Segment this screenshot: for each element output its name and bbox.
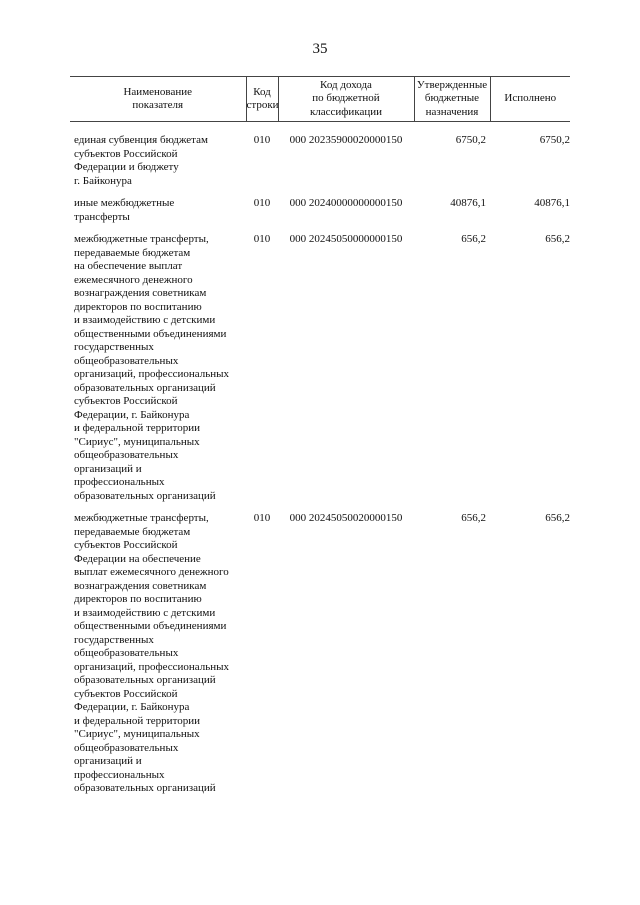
indicator-name-line: трансферты <box>74 210 130 223</box>
indicator-name-line: межбюджетные трансферты, <box>74 233 209 245</box>
header-row-code: Код строки <box>246 77 278 122</box>
executed-amount-cell: 656,2 <box>545 233 570 245</box>
indicator-name-line: образовательных организаций <box>74 782 216 794</box>
indicator-name-line: вознаграждения советникам <box>74 287 207 299</box>
indicator-name-line: общеобразовательных <box>74 741 179 754</box>
row-code-cell: 010 <box>253 134 271 146</box>
indicator-name-line: субъектов Российской <box>74 687 178 700</box>
indicator-name-line: профессиональных <box>74 768 165 781</box>
indicator-name-line: Федерации, г. Байконура <box>74 701 190 713</box>
indicator-name-line: Федерации и бюджету <box>74 161 179 173</box>
indicator-name-line: образовательных организаций <box>74 381 216 394</box>
indicator-name-line: общеобразовательных <box>74 647 179 659</box>
indicator-name-line: и федеральной территории <box>74 422 201 434</box>
indicator-name-line: и взаимодействию с детскими <box>74 314 216 326</box>
indicator-name-line: передаваемые бюджетам <box>74 246 191 259</box>
approved-amount-cell: 656,2 <box>461 233 486 245</box>
indicator-name-line: общеобразовательных <box>74 449 179 461</box>
indicator-name-line: субъектов Российской <box>74 395 178 407</box>
indicator-name-line: г. Байконура <box>74 174 132 187</box>
row-code-cell: 010 <box>253 197 271 209</box>
indicator-name-cell <box>70 503 246 796</box>
indicator-name-line: иные межбюджетные <box>74 197 175 209</box>
row-code-cell: 010 <box>253 233 271 245</box>
indicator-name-line: образовательных организаций <box>74 489 216 502</box>
indicator-name-line: государственных <box>74 341 154 353</box>
page-number: 35 <box>312 41 328 57</box>
header-executed: Исполнено <box>490 77 570 122</box>
header-income-code: Код дохода по бюджетной классификации <box>278 77 414 122</box>
executed-amount-cell: 6750,2 <box>539 134 570 146</box>
indicator-name-line: межбюджетные трансферты, <box>74 512 209 524</box>
indicator-name-cell <box>70 224 246 503</box>
indicator-name-line: единая субвенция бюджетам <box>74 134 208 146</box>
table-row <box>70 224 570 503</box>
indicator-name-line: Федерации, г. Байконура <box>74 408 190 421</box>
indicator-name-line: и федеральной территории <box>74 714 201 727</box>
indicator-name-line: и взаимодействию с детскими <box>74 606 216 619</box>
indicator-name-cell <box>70 122 246 189</box>
indicator-name-line: на обеспечение выплат <box>74 260 183 272</box>
indicator-name-line: образовательных организаций <box>74 674 216 686</box>
table-header-row <box>70 77 570 122</box>
indicator-name-cell <box>70 188 246 224</box>
indicator-name-line: "Сириус", муниципальных <box>74 435 200 448</box>
income-code-cell: 000 20235900020000150 <box>289 134 403 146</box>
indicator-name-line: общественными объединениями <box>74 327 227 340</box>
indicator-name-line: "Сириус", муниципальных <box>74 728 200 740</box>
executed-amount-cell: 656,2 <box>545 512 570 524</box>
row-code-cell: 010 <box>253 512 271 524</box>
table-row <box>70 503 570 796</box>
indicator-name-line: директоров по воспитанию <box>74 593 202 605</box>
income-code-cell: 000 20240000000000150 <box>289 197 403 209</box>
table-row <box>70 122 570 189</box>
indicator-name-line: профессиональных <box>74 476 165 488</box>
indicator-name-line: ежемесячного денежного <box>74 273 193 286</box>
income-code-cell: 000 20245050020000150 <box>289 512 403 524</box>
indicator-name-line: Федерации на обеспечение <box>74 552 201 565</box>
approved-amount-cell: 6750,2 <box>455 134 486 146</box>
indicator-name-line: субъектов Российской <box>74 539 178 551</box>
executed-amount-cell: 40876,1 <box>534 197 570 209</box>
indicator-name-line: вознаграждения советникам <box>74 579 207 592</box>
indicator-name-line: организаций, профессиональных <box>74 660 230 673</box>
indicator-name-line: передаваемые бюджетам <box>74 525 191 538</box>
approved-amount-cell: 656,2 <box>461 512 486 524</box>
indicator-name-line: общеобразовательных <box>74 354 179 367</box>
indicator-name-line: организаций и <box>74 755 142 767</box>
table-row <box>70 188 570 224</box>
approved-amount-cell: 40876,1 <box>450 197 486 209</box>
indicator-name-line: организаций, профессиональных <box>74 368 230 380</box>
indicator-name-line: директоров по воспитанию <box>74 300 202 313</box>
indicator-name-line: выплат ежемесячного денежного <box>74 566 229 578</box>
indicator-name-line: государственных <box>74 633 154 646</box>
header-indicator-name: Наименование показателя <box>70 77 246 122</box>
income-code-cell: 000 20245050000000150 <box>289 233 403 245</box>
indicator-name-line: общественными объединениями <box>74 620 227 632</box>
budget-execution-table <box>70 76 570 796</box>
table-body <box>70 122 570 796</box>
header-approved-budget: Утвержденные бюджетные назначения <box>414 77 490 122</box>
indicator-name-line: субъектов Российской <box>74 147 178 160</box>
indicator-name-line: организаций и <box>74 462 142 475</box>
